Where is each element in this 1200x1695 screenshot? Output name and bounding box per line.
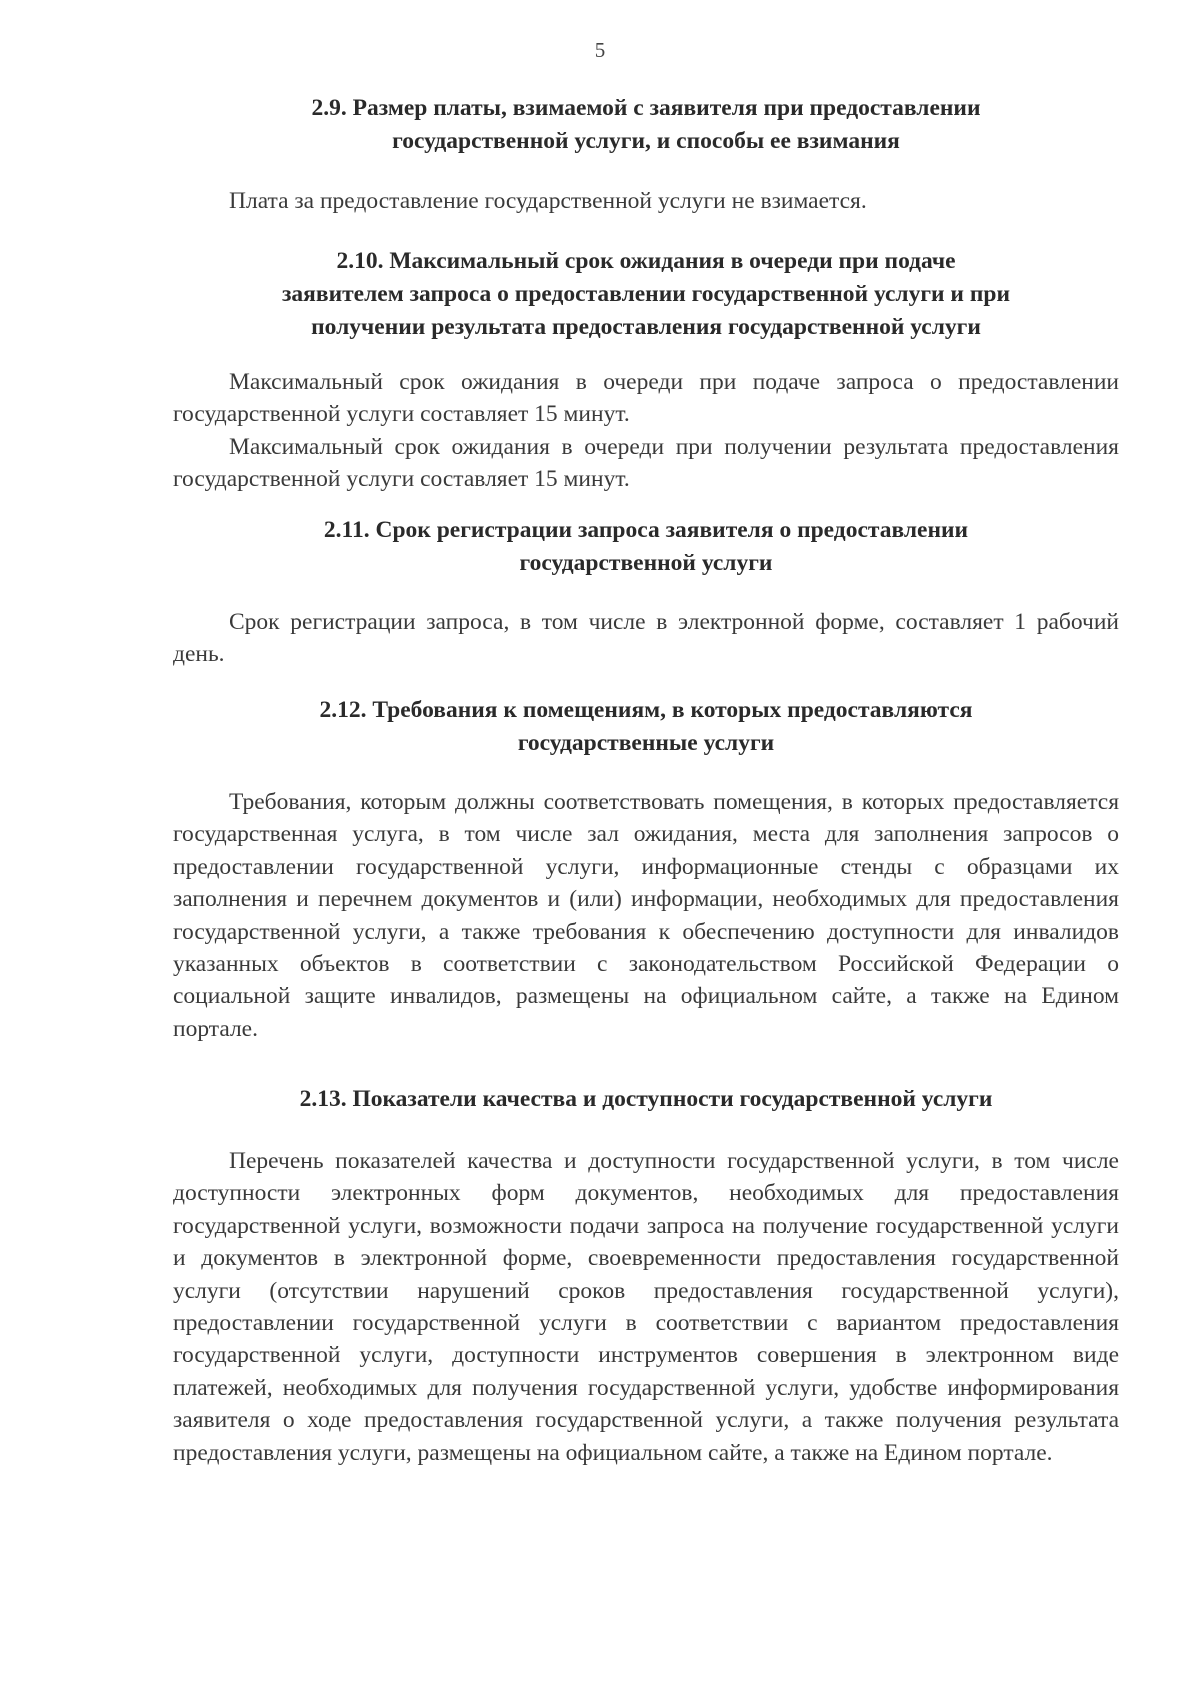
heading-line: 2.10. Максимальный срок ожидания в очереди при подаче [336, 248, 956, 274]
section-2-13 [173, 1083, 1119, 1116]
section-heading [173, 694, 1119, 760]
heading-line: 2.11. Срок регистрации запроса заявителя о предоставлении [323, 517, 969, 543]
section-2-9-body [173, 185, 1119, 217]
section-heading [173, 1083, 1119, 1116]
paragraph: Требования, которым должны соответствовать помещения, в которых предоставляется государственная услуга, в том числе зал ожидания, места для заполнения запросов о предоставлении государственной услуги, информационные стенды с образцами их заполнения и перечнем документов и (или) информации, необходимых для предоставления государственной услуги, а также требования к обеспечению доступности для инвалидов указанных объектов в соответствии с законодательством Российской Федерации о социальной защите инвалидов, размещены на официальном сайте, а также на Едином портале. [173, 789, 1119, 1042]
section-heading [173, 92, 1119, 158]
section-2-9 [173, 92, 1119, 158]
section-2-12 [173, 694, 1119, 760]
heading-line: государственной услуги [519, 550, 773, 576]
heading-line: государственной услуги, и способы ее взимания [392, 128, 900, 154]
heading-line: государственные услуги [517, 730, 775, 756]
section-heading [173, 514, 1119, 580]
heading-line: 2.12. Требования к помещениям, в которых предоставляются [319, 697, 973, 723]
section-2-10-body [173, 366, 1119, 496]
section-2-13-body [173, 1145, 1119, 1469]
section-2-11 [173, 514, 1119, 580]
paragraph: Срок регистрации запроса, в том числе в электронной форме, составляет 1 рабочий день. [173, 609, 1119, 668]
section-2-10 [173, 245, 1119, 344]
section-2-12-body [173, 786, 1119, 1045]
paragraph: Максимальный срок ожидания в очереди при получении результата предоставления государственной услуги составляет 15 минут. [173, 433, 1119, 493]
page-number: 5 [594, 38, 606, 62]
paragraph: Перечень показателей качества и доступности государственной услуги, в том числе доступности электронных форм документов, необходимых для предоставления государственной услуги, возможности подачи запроса на получение государственной услуги и документов в электронной форме, своевременности предоставления государственной услуги (отсутствии нарушений сроков предоставления государственной услуги), предоставлении государственной услуги в соответствии с вариантом предоставления государственной услуги, доступности инструментов совершения в электронном виде платежей, необходимых для получения государственной услуги, удобстве информирования заявителя о ходе предоставления государственной услуги, а также получения результата предоставления услуги, размещены на официальном сайте, а также на Едином портале. [173, 1148, 1119, 1466]
heading-line: получении результата предоставления государственной услуги [311, 314, 981, 340]
heading-line: 2.13. Показатели качества и доступности государственной услуги [299, 1086, 993, 1112]
heading-line: заявителем запроса о предоставлении государственной услуги и при [281, 281, 1010, 307]
heading-line: 2.9. Размер платы, взимаемой с заявителя при предоставлении [311, 95, 981, 121]
section-heading [173, 245, 1119, 344]
paragraph: Максимальный срок ожидания в очереди при подаче запроса о предоставлении государственной услуги составляет 15 минут. [173, 369, 1119, 428]
section-2-11-body [173, 606, 1119, 671]
paragraph: Плата за предоставление государственной услуги не взимается. [229, 188, 867, 214]
